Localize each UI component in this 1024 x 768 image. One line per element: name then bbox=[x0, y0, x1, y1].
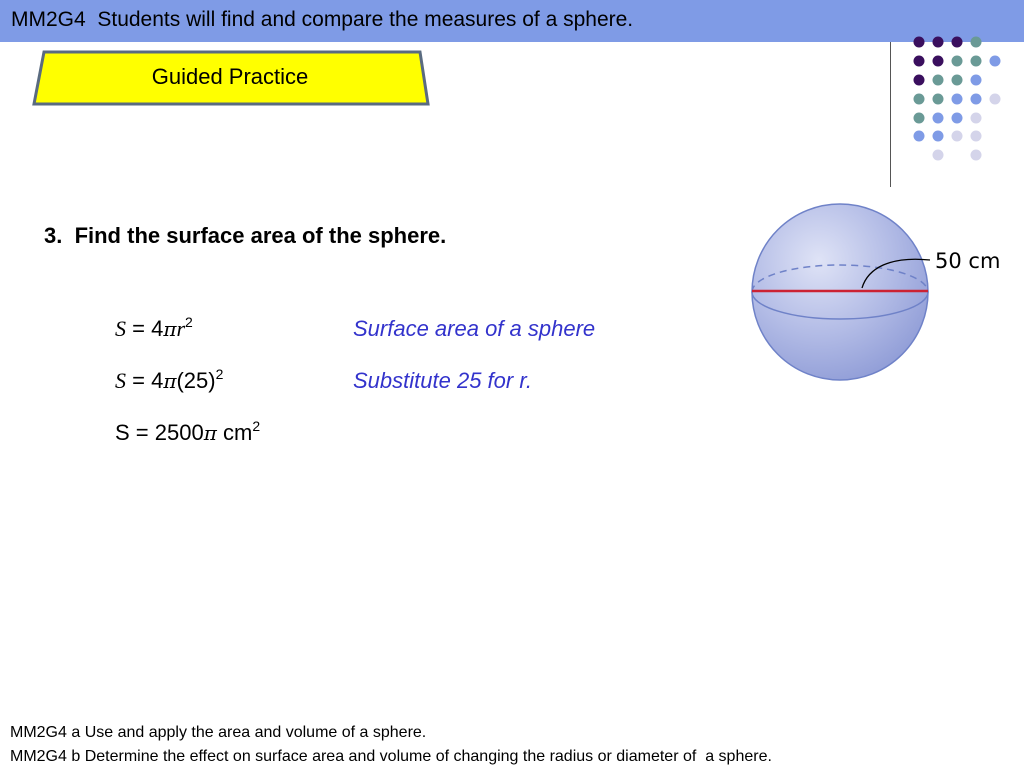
variable-r: r bbox=[176, 316, 186, 341]
exponent: 2 bbox=[215, 366, 224, 382]
pi-symbol: π bbox=[163, 317, 177, 341]
radius-label: 50 cm bbox=[935, 249, 1001, 273]
banner-label: Guided Practice bbox=[151, 64, 309, 89]
exponent: 2 bbox=[252, 418, 261, 434]
slide-title: MM2G4 Students will find and compare the measures of a sphere. bbox=[11, 8, 634, 31]
formula-step-3 bbox=[115, 420, 260, 446]
pi-symbol: π bbox=[203, 421, 217, 445]
step-2-note: Substitute 25 for r. bbox=[353, 368, 532, 393]
equation-part: = 4 bbox=[126, 368, 164, 393]
equation-tail: cm bbox=[216, 420, 253, 445]
pi-symbol: π bbox=[163, 369, 177, 393]
dot-grid-dots bbox=[914, 37, 1001, 161]
step-1-note: Surface area of a sphere bbox=[353, 316, 596, 341]
equation-part: = 4 bbox=[126, 316, 164, 341]
variable-s: S bbox=[115, 368, 126, 393]
sphere-figure bbox=[745, 198, 1015, 388]
standard-a: MM2G4 a Use and apply the area and volume of a sphere. bbox=[10, 724, 427, 741]
equation-part: = 2500 bbox=[129, 420, 204, 445]
equation-tail: (25) bbox=[176, 368, 216, 393]
formula-step-2 bbox=[115, 368, 223, 394]
variable-s: S bbox=[115, 420, 130, 445]
standard-b: MM2G4 b Determine the effect on surface area and volume of changing the radius or diameter of a sphere. bbox=[10, 748, 772, 765]
exponent: 2 bbox=[185, 314, 193, 330]
question-text: 3. Find the surface area of the sphere. bbox=[44, 223, 447, 248]
formula-step-1 bbox=[115, 316, 193, 342]
decorative-vertical-rule bbox=[890, 42, 891, 187]
variable-s: S bbox=[115, 316, 126, 341]
